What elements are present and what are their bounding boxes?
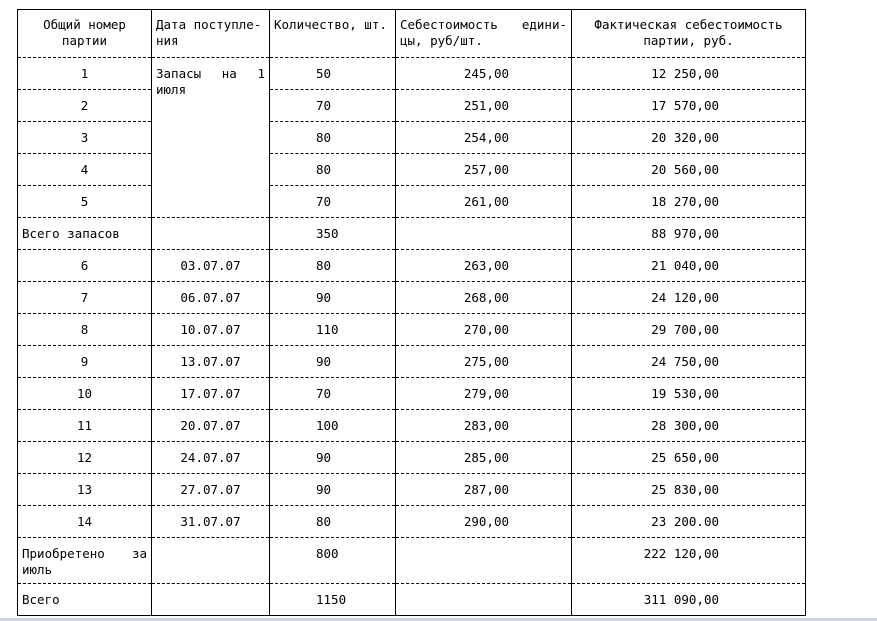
quantity-cell: 80 (270, 154, 396, 186)
arrival-date-cell: 10.07.07 (152, 314, 270, 346)
quantity-cell: 90 (270, 346, 396, 378)
unit-cost-cell: 245,00 (396, 58, 572, 90)
batch-number-cell: 8 (18, 314, 152, 346)
quantity-cell: 80 (270, 506, 396, 538)
empty-cell (152, 538, 270, 584)
grand-total-label: Всего (18, 584, 152, 616)
quantity-cell: 100 (270, 410, 396, 442)
opening-stock-label: Запасы на 1 июля (152, 58, 270, 218)
grand-total-row (18, 584, 806, 616)
empty-cell (152, 218, 270, 250)
arrival-date-cell: 06.07.07 (152, 282, 270, 314)
purchased-total-row (18, 538, 806, 584)
quantity-cell: 80 (270, 122, 396, 154)
batch-number-cell: 4 (18, 154, 152, 186)
arrival-date-cell: 27.07.07 (152, 474, 270, 506)
table-row (18, 410, 806, 442)
actual-cost-cell: 24 750,00 (572, 346, 806, 378)
table-row (18, 186, 806, 218)
table-row (18, 250, 806, 282)
table-row (18, 378, 806, 410)
actual-cost-cell: 25 830,00 (572, 474, 806, 506)
opening-total-quantity: 350 (270, 218, 396, 250)
unit-cost-cell: 279,00 (396, 378, 572, 410)
header-batch-number: Общий номер партии (18, 10, 152, 58)
quantity-cell: 90 (270, 282, 396, 314)
actual-cost-cell: 25 650,00 (572, 442, 806, 474)
empty-cell (396, 218, 572, 250)
quantity-cell: 50 (270, 58, 396, 90)
opening-total-row (18, 218, 806, 250)
grand-total-quantity: 1150 (270, 584, 396, 616)
unit-cost-cell: 283,00 (396, 410, 572, 442)
quantity-cell: 90 (270, 474, 396, 506)
unit-cost-cell: 257,00 (396, 154, 572, 186)
batch-number-cell: 6 (18, 250, 152, 282)
unit-cost-cell: 290,00 (396, 506, 572, 538)
actual-cost-cell: 19 530,00 (572, 378, 806, 410)
actual-cost-cell: 12 250,00 (572, 58, 806, 90)
empty-cell (396, 584, 572, 616)
quantity-cell: 70 (270, 90, 396, 122)
empty-cell (152, 584, 270, 616)
table-row (18, 474, 806, 506)
inventory-batches-table (17, 9, 806, 616)
actual-cost-cell: 20 320,00 (572, 122, 806, 154)
batch-number-cell: 11 (18, 410, 152, 442)
table-row (18, 90, 806, 122)
actual-cost-cell: 21 040,00 (572, 250, 806, 282)
batch-number-cell: 7 (18, 282, 152, 314)
arrival-date-cell: 20.07.07 (152, 410, 270, 442)
table-row (18, 314, 806, 346)
actual-cost-cell: 20 560,00 (572, 154, 806, 186)
header-unit-cost: Себестоимость едини-цы, руб/шт. (396, 10, 572, 58)
table-row (18, 154, 806, 186)
batch-number-cell: 13 (18, 474, 152, 506)
quantity-cell: 70 (270, 186, 396, 218)
batch-number-cell: 12 (18, 442, 152, 474)
quantity-cell: 110 (270, 314, 396, 346)
opening-total-cost: 88 970,00 (572, 218, 806, 250)
arrival-date-cell: 24.07.07 (152, 442, 270, 474)
quantity-cell: 70 (270, 378, 396, 410)
unit-cost-cell: 275,00 (396, 346, 572, 378)
table-row (18, 346, 806, 378)
actual-cost-cell: 28 300,00 (572, 410, 806, 442)
table-row (18, 506, 806, 538)
arrival-date-cell: 31.07.07 (152, 506, 270, 538)
grand-total-cost: 311 090,00 (572, 584, 806, 616)
header-row (18, 10, 806, 58)
batch-number-cell: 2 (18, 90, 152, 122)
arrival-date-cell: 03.07.07 (152, 250, 270, 282)
unit-cost-cell: 261,00 (396, 186, 572, 218)
unit-cost-cell: 268,00 (396, 282, 572, 314)
purchased-total-quantity: 800 (270, 538, 396, 584)
purchased-total-label: Приобретено за июль (18, 538, 152, 584)
actual-cost-cell: 18 270,00 (572, 186, 806, 218)
table-row (18, 122, 806, 154)
actual-cost-cell: 23 200.00 (572, 506, 806, 538)
arrival-date-cell: 13.07.07 (152, 346, 270, 378)
actual-cost-cell: 17 570,00 (572, 90, 806, 122)
unit-cost-cell: 285,00 (396, 442, 572, 474)
unit-cost-cell: 270,00 (396, 314, 572, 346)
empty-cell (396, 538, 572, 584)
batch-number-cell: 3 (18, 122, 152, 154)
batch-number-cell: 14 (18, 506, 152, 538)
unit-cost-cell: 254,00 (396, 122, 572, 154)
unit-cost-cell: 251,00 (396, 90, 572, 122)
opening-total-label: Всего запасов (18, 218, 152, 250)
actual-cost-cell: 29 700,00 (572, 314, 806, 346)
quantity-cell: 90 (270, 442, 396, 474)
batch-number-cell: 9 (18, 346, 152, 378)
header-arrival-date: Дата поступле-ния (152, 10, 270, 58)
table-row (18, 58, 806, 90)
purchased-total-cost: 222 120,00 (572, 538, 806, 584)
batch-number-cell: 5 (18, 186, 152, 218)
quantity-cell: 80 (270, 250, 396, 282)
table-row (18, 442, 806, 474)
header-quantity: Количество, шт. (270, 10, 396, 58)
unit-cost-cell: 287,00 (396, 474, 572, 506)
batch-number-cell: 10 (18, 378, 152, 410)
header-actual-cost: Фактическая себестоимость партии, руб. (572, 10, 806, 58)
batch-number-cell: 1 (18, 58, 152, 90)
arrival-date-cell: 17.07.07 (152, 378, 270, 410)
table-row (18, 282, 806, 314)
actual-cost-cell: 24 120,00 (572, 282, 806, 314)
unit-cost-cell: 263,00 (396, 250, 572, 282)
